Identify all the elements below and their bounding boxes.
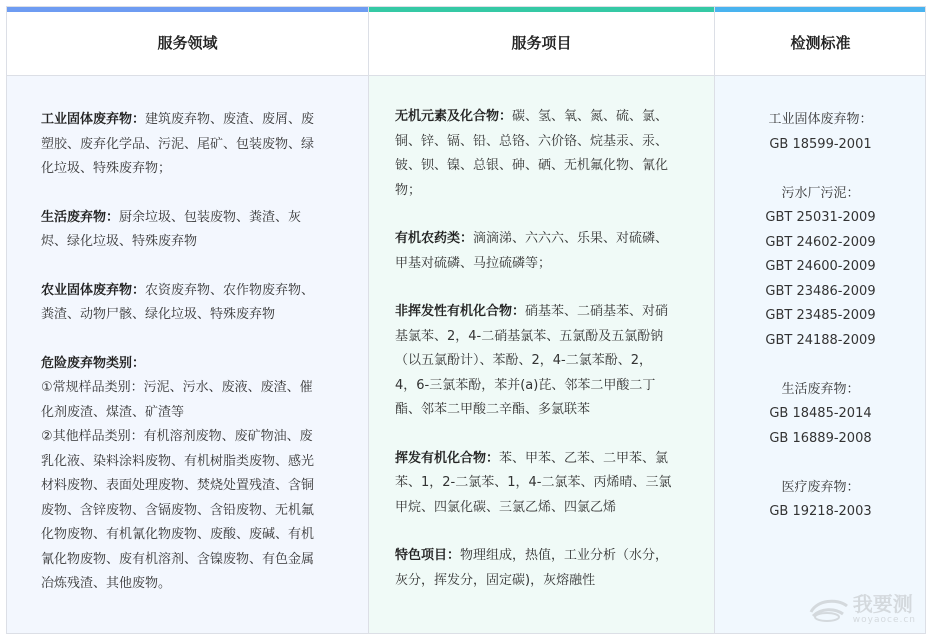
category-title: 非挥发性有机化合物： — [395, 304, 526, 319]
standard-code: GBT 24600-2009 — [765, 259, 876, 274]
watermark-domain: woyaoce.cn — [852, 615, 916, 625]
standard-code: GBT 24188-2009 — [765, 332, 876, 348]
category-line — [395, 300, 694, 325]
category-line — [41, 499, 342, 524]
category-line — [41, 376, 342, 401]
category-text: 铍、钡、镍、总银、砷、硒、无机氟化物、氰化 — [395, 158, 669, 173]
category-line — [41, 572, 342, 597]
category-text: 碳、氢、氧、氮、硫、氯、 — [512, 109, 669, 124]
category-line — [395, 349, 694, 374]
standard-code: GBT 24602-2009 — [765, 234, 876, 250]
header-field: 服务领域 — [7, 12, 368, 76]
standard-code: GBT 23485-2009 — [765, 308, 876, 323]
category-line — [41, 303, 342, 328]
category-block — [369, 300, 714, 423]
category-line — [395, 374, 694, 399]
category-line — [41, 450, 342, 475]
watermark — [807, 593, 916, 625]
category-block — [369, 227, 714, 276]
standard-code: GB 18599-2001 — [769, 136, 872, 152]
category-text: 建筑废弃物、废渣、废屑、废 — [145, 112, 315, 127]
category-line — [41, 206, 342, 231]
category-text: 甲基对硫磷、马拉硫磷等； — [395, 255, 552, 271]
standard-code: GB 19218-2003 — [769, 504, 872, 519]
category-text: 基氯苯、2，4-二硝基氯苯、五氯酚及五氯酚钠 — [395, 328, 664, 344]
category-line — [395, 130, 694, 155]
category-text: （以五氯酚计）、苯酚、2，4-二氯苯酚、2， — [395, 353, 653, 368]
category-line — [395, 447, 694, 472]
category-title: 农业固体废弃物： — [41, 282, 146, 298]
standards-body — [715, 76, 926, 633]
category-text: 苯、1，2-二氯苯、1，4-二氯苯、丙烯晴、三氯 — [395, 475, 672, 490]
category-block — [7, 352, 368, 597]
category-block — [7, 108, 368, 182]
category-text: 塑胶、废弃化学品、污泥、尾矿、包装废物、绿 — [41, 136, 315, 152]
category-text: 烬、绿化垃圾、特殊废弃物 — [41, 234, 198, 249]
category-line — [395, 471, 694, 496]
standard-title: 生活废弃物： — [781, 381, 860, 397]
standard-group — [715, 378, 926, 452]
category-title: 生活废弃物： — [41, 209, 120, 225]
category-text: 冶炼残渣、其他废物。 — [41, 576, 172, 591]
category-block — [369, 544, 714, 593]
category-line — [41, 523, 342, 548]
standard-code: GBT 23486-2009 — [765, 283, 876, 299]
category-line — [41, 352, 342, 377]
category-text: 乳化液、染料涂料废物、有机树脂类废物、感光 — [41, 453, 315, 469]
category-line — [395, 569, 694, 594]
standard-code: GBT 25031-2009 — [765, 210, 876, 225]
category-text: 化剂废渣、煤渣、矿渣等 — [41, 404, 185, 420]
column-field — [7, 7, 369, 633]
category-line — [41, 108, 342, 133]
category-block — [369, 105, 714, 203]
category-text: 苯、甲苯、乙苯、二甲苯、氯 — [499, 450, 669, 466]
category-title: 特色项目： — [395, 548, 461, 563]
standard-code: GB 18485-2014 — [769, 406, 872, 421]
category-line — [395, 105, 694, 130]
category-text: 铜、锌、镉、铅、总铬、六价铬、烷基汞、汞、 — [395, 133, 669, 149]
category-text: 滴滴涕、六六六、乐果、对硫磷、 — [473, 231, 669, 246]
category-text: 灰分，挥发分，固定碳)，灰熔融性 — [395, 572, 596, 588]
category-text: 物； — [395, 182, 422, 198]
category-line — [395, 544, 694, 569]
category-title: 无机元素及化合物： — [395, 109, 513, 124]
category-title: 工业固体废弃物： — [41, 112, 146, 127]
category-line — [395, 252, 694, 277]
category-line — [395, 398, 694, 423]
service-table — [6, 6, 926, 634]
header-items: 服务项目 — [369, 12, 714, 76]
category-text: 4，6-三氯苯酚，苯并(a)芘、邻苯二甲酸二丁 — [395, 377, 656, 393]
standard-group — [715, 182, 926, 354]
watermark-name: 我要测 — [852, 592, 913, 616]
field-body — [7, 76, 368, 633]
category-text: ②其他样品类别：有机溶剂废物、废矿物油、废 — [41, 429, 313, 444]
column-items — [369, 7, 715, 633]
standard-group — [715, 108, 926, 157]
watermark-logo-icon — [807, 596, 851, 622]
category-text: 材料废物、表面处理废物、焚烧处置残渣、含铜 — [41, 478, 315, 493]
category-line — [41, 133, 342, 158]
category-block — [369, 447, 714, 521]
column-standards — [715, 7, 926, 633]
standard-group — [715, 476, 926, 525]
category-line — [395, 154, 694, 179]
category-line — [41, 279, 342, 304]
standard-title: 工业固体废弃物： — [768, 112, 873, 127]
standard-title: 污水厂污泥： — [781, 185, 860, 201]
category-title: 挥发有机化合物： — [395, 450, 500, 466]
category-title: 危险废弃物类别： — [41, 355, 146, 371]
category-text: 厨余垃圾、包装废物、粪渣、灰 — [119, 209, 302, 225]
category-line — [41, 425, 342, 450]
category-text: ①常规样品类别：污泥、污水、废液、废渣、催 — [41, 380, 313, 395]
category-line — [395, 179, 694, 204]
category-line — [41, 474, 342, 499]
category-text: 氰化物废物、废有机溶剂、含镍废物、有色金属 — [41, 551, 315, 567]
category-text: 酯、邻苯二甲酸二辛酯、多氯联苯 — [395, 402, 591, 417]
items-body — [369, 76, 714, 633]
category-line — [395, 325, 694, 350]
category-text: 化垃圾、特殊废弃物； — [41, 161, 172, 176]
category-line — [41, 157, 342, 182]
category-title: 有机农药类： — [395, 231, 474, 246]
category-text: 废物、含锌废物、含镉废物、含铅废物、无机氟 — [41, 502, 315, 518]
category-line — [41, 548, 342, 573]
category-text: 物理组成，热值，工业分析（水分， — [460, 548, 669, 563]
category-block — [7, 206, 368, 255]
category-text: 硝基苯、二硝基苯、对硝 — [525, 304, 669, 319]
category-text: 农资废弃物、农作物废弃物、 — [145, 282, 315, 298]
category-line — [395, 227, 694, 252]
category-block — [7, 279, 368, 328]
category-line — [395, 496, 694, 521]
category-line — [41, 401, 342, 426]
category-text: 粪渣、动物尸骸、绿化垃圾、特殊废弃物 — [41, 307, 276, 322]
category-text: 甲烷、四氯化碳、三氯乙烯、四氯乙烯 — [395, 499, 617, 515]
category-line — [41, 230, 342, 255]
standard-code: GB 16889-2008 — [769, 430, 872, 446]
category-text: 化物废物、有机氰化物废物、废酸、废碱、有机 — [41, 527, 315, 542]
standard-title: 医疗废弃物： — [781, 479, 860, 495]
header-standards: 检测标准 — [715, 12, 926, 76]
